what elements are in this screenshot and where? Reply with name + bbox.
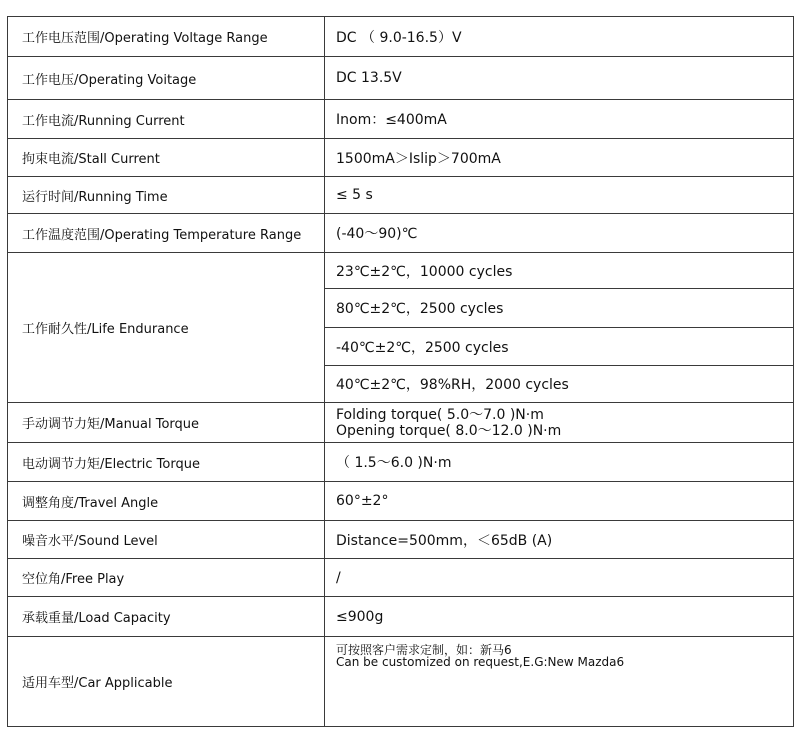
spec-label: 工作温度范围/Operating Temperature Range bbox=[8, 214, 325, 253]
spec-value: / bbox=[325, 559, 794, 597]
table-row bbox=[8, 559, 794, 597]
spec-label: 电动调节力矩/Electric Torque bbox=[8, 443, 325, 482]
spec-label: 噪音水平/Sound Level bbox=[8, 521, 325, 559]
spec-value: DC 13.5V bbox=[325, 57, 794, 100]
spec-value: ≤ 5 s bbox=[325, 177, 794, 214]
table-row bbox=[8, 177, 794, 214]
table-row bbox=[8, 17, 794, 57]
life-endurance-label: 工作耐久性/Life Endurance bbox=[8, 253, 325, 403]
opening-torque: Opening torque( 8.0～12.0 )N·m bbox=[336, 422, 562, 439]
spec-label: 手动调节力矩/Manual Torque bbox=[8, 403, 325, 443]
life-endurance-value: 40℃±2℃，98%RH，2000 cycles bbox=[325, 366, 794, 403]
car-applicable-value bbox=[325, 637, 794, 727]
spec-label: 工作电压/Operating Voitage bbox=[8, 57, 325, 100]
spec-value: 60°±2° bbox=[325, 482, 794, 521]
spec-value: 1500mA＞Islip＞700mA bbox=[325, 139, 794, 177]
spec-label: 空位角/Free Play bbox=[8, 559, 325, 597]
table-row bbox=[8, 139, 794, 177]
table-row bbox=[8, 637, 794, 727]
spec-value: (-40～90)℃ bbox=[325, 214, 794, 253]
life-endurance-value: -40℃±2℃，2500 cycles bbox=[325, 328, 794, 366]
spec-label: 适用车型/Car Applicable bbox=[8, 637, 325, 727]
spec-label: 调整角度/Travel Angle bbox=[8, 482, 325, 521]
manual-torque-value bbox=[325, 403, 794, 443]
car-note-cn: 可按照客户需求定制，如：新马6 bbox=[336, 643, 512, 657]
table-row bbox=[8, 253, 794, 289]
spec-label: 承载重量/Load Capacity bbox=[8, 597, 325, 637]
table-row bbox=[8, 214, 794, 253]
life-endurance-value: 80℃±2℃，2500 cycles bbox=[325, 289, 794, 328]
spec-value: （ 1.5～6.0 )N·m bbox=[325, 443, 794, 482]
spec-value: ≤900g bbox=[325, 597, 794, 637]
folding-torque: Folding torque( 5.0～7.0 )N·m bbox=[336, 406, 544, 423]
spec-value: Distance=500mm，＜65dB (A) bbox=[325, 521, 794, 559]
table-row bbox=[8, 521, 794, 559]
spec-label: 拘束电流/Stall Current bbox=[8, 139, 325, 177]
table-row bbox=[8, 100, 794, 139]
car-note-en: Can be customized on request,E.G:New Mazda6 bbox=[336, 655, 625, 669]
table-row bbox=[8, 403, 794, 443]
spec-value: Inom：≤400mA bbox=[325, 100, 794, 139]
table-row bbox=[8, 597, 794, 637]
spec-table bbox=[7, 16, 794, 727]
spec-label: 工作电压范围/Operating Voltage Range bbox=[8, 17, 325, 57]
spec-label: 工作电流/Running Current bbox=[8, 100, 325, 139]
table-row bbox=[8, 57, 794, 100]
life-endurance-value: 23℃±2℃，10000 cycles bbox=[325, 253, 794, 289]
spec-value: DC （ 9.0-16.5）V bbox=[325, 17, 794, 57]
spec-label: 运行时间/Running Time bbox=[8, 177, 325, 214]
table-row bbox=[8, 482, 794, 521]
table-row bbox=[8, 443, 794, 482]
